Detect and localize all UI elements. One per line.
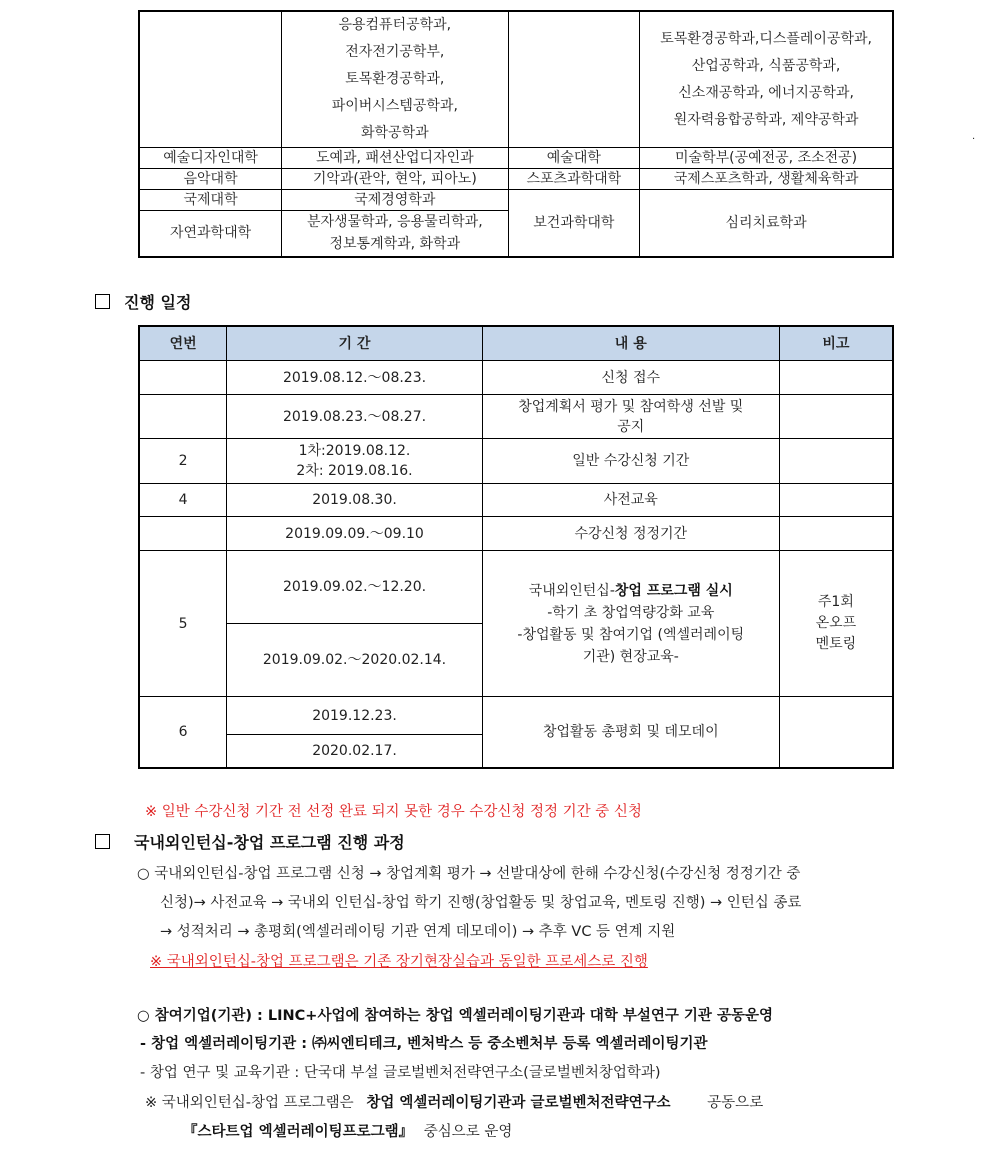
period-cell: 1차:2019.08.12. 2차: 2019.08.16. xyxy=(227,439,482,484)
table-row xyxy=(139,484,893,517)
period-cell: 2019.09.09.～09.10 xyxy=(227,517,482,551)
period-cell: 2020.02.17. xyxy=(227,735,482,768)
period-cell: 2019.09.02.～2020.02.14. xyxy=(227,624,482,697)
header-note: 비고 xyxy=(779,326,893,361)
department-cell: 국제경영학과 xyxy=(282,190,508,211)
checkbox-square-icon xyxy=(95,294,110,309)
note-cell: 주1회 온오프 멘토링 xyxy=(779,551,893,697)
content-cell: 창업계획서 평가 및 참여학생 선발 및 공지 xyxy=(482,395,779,439)
department-cell: 도예과, 패션산업디자인과 xyxy=(282,148,508,169)
department-cell: 응용컴퓨터공학과, 전자전기공학부, 토목환경공학과, 파이버시스템공학과, 화학공학과 xyxy=(282,11,508,148)
no-cell xyxy=(139,517,227,551)
table-row xyxy=(139,11,893,148)
period-cell: 2019.08.30. xyxy=(227,484,482,517)
header-period: 기 간 xyxy=(227,326,482,361)
note-cell xyxy=(779,395,893,439)
table-row xyxy=(139,439,893,484)
table-row xyxy=(139,517,893,551)
header-content: 내 용 xyxy=(482,326,779,361)
table-row xyxy=(139,361,893,395)
header-no: 연번 xyxy=(139,326,227,361)
content-cell: 국내외인턴십-창업 프로그램 실시 -학기 초 창업역량강화 교육 -창업활동 및 참여기업 (엑셀러레이팅 기관) 현장교육- xyxy=(482,551,779,697)
content-cell: 사전교육 xyxy=(482,484,779,517)
checkbox-square-icon xyxy=(95,834,110,849)
college-cell: 국제대학 xyxy=(139,190,282,211)
department-cell: 심리치료학과 xyxy=(640,190,893,257)
margin-mark: . xyxy=(972,131,976,142)
college-cell: 스포츠과학대학 xyxy=(508,169,640,190)
college-department-table xyxy=(138,10,894,258)
no-cell: 6 xyxy=(139,697,227,768)
process-line-1: ○ 국내외인턴십-창업 프로그램 신청 → 창업계획 평가 → 선발대상에 한해 수강신청(수강신청 정정기간 중 xyxy=(137,866,801,882)
table-row xyxy=(139,148,893,169)
process-line-2: 신청)→ 사전교육 → 국내외 인턴십-창업 학기 진행(창업활동 및 창업교육, 멘토링 진행) → 인턴십 종료 xyxy=(160,895,802,911)
content-cell: 수강신청 정정기간 xyxy=(482,517,779,551)
table-row xyxy=(139,190,893,211)
process-heading: 국내외인턴십-창업 프로그램 진행 과정 xyxy=(95,830,405,853)
college-cell: 자연과학대학 xyxy=(139,211,282,257)
department-cell: 기악과(관악, 현악, 피아노) xyxy=(282,169,508,190)
schedule-heading: 진행 일정 xyxy=(95,290,191,313)
college-cell: 예술대학 xyxy=(508,148,640,169)
content-cell: 일반 수강신청 기간 xyxy=(482,439,779,484)
college-cell: 음악대학 xyxy=(139,169,282,190)
table-row xyxy=(139,395,893,439)
partner-line-2: - 창업 엑셀러레이팅기관 : ㈜씨엔티테크, 벤처박스 등 중소벤처부 등록 엑셀러레이팅기관 xyxy=(140,1036,708,1052)
college-cell: 보건과학대학 xyxy=(508,190,640,257)
college-cell xyxy=(508,11,640,148)
partner-line-3: - 창업 연구 및 교육기관 : 단국대 부설 글로벌벤처전략연구소(글로벌벤처창업학과) xyxy=(140,1065,661,1081)
note-cell xyxy=(779,517,893,551)
note-cell xyxy=(779,697,893,768)
table-header-row xyxy=(139,326,893,361)
schedule-note: ※ 일반 수강신청 기간 전 선정 완료 되지 못한 경우 수강신청 정정 기간 중 신청 xyxy=(145,804,642,820)
content-cell: 신청 접수 xyxy=(482,361,779,395)
table-row xyxy=(139,697,893,735)
no-cell xyxy=(139,395,227,439)
process-note: ※ 국내외인턴십-창업 프로그램은 기존 장기현장실습과 동일한 프로세스로 진행 xyxy=(150,954,648,970)
no-cell: 4 xyxy=(139,484,227,517)
no-cell: 2 xyxy=(139,439,227,484)
note-cell xyxy=(779,484,893,517)
process-line-3: → 성적처리 → 총평회(엑셀러레이팅 기관 연계 데모데이) → 추후 VC 등 연계 지원 xyxy=(160,924,676,940)
period-cell: 2019.12.23. xyxy=(227,697,482,735)
content-cell: 창업활동 총평회 및 데모데이 xyxy=(482,697,779,768)
period-cell: 2019.08.12.～08.23. xyxy=(227,361,482,395)
department-cell: 토목환경공학과,디스플레이공학과, 산업공학과, 식품공학과, 신소재공학과, 에너지공학과, 원자력융합공학과, 제약공학과 xyxy=(640,11,893,148)
no-cell: 5 xyxy=(139,551,227,697)
period-cell: 2019.09.02.～12.20. xyxy=(227,551,482,624)
no-cell xyxy=(139,361,227,395)
table-row xyxy=(139,169,893,190)
note-cell xyxy=(779,439,893,484)
schedule-table xyxy=(138,325,894,769)
department-cell: 국제스포츠학과, 생활체육학과 xyxy=(640,169,893,190)
period-cell: 2019.08.23.～08.27. xyxy=(227,395,482,439)
college-cell xyxy=(139,11,282,148)
partner-line-1: ○ 참여기업(기관) : LINC+사업에 참여하는 창업 엑셀러레이팅기관과 대학 부설연구 기관 공동운영 xyxy=(137,1008,773,1024)
department-cell: 미술학부(공예전공, 조소전공) xyxy=(640,148,893,169)
college-cell: 예술디자인대학 xyxy=(139,148,282,169)
partner-note-line-1: ※ 국내외인턴십-창업 프로그램은 창업 엑셀러레이팅기관과 글로벌벤처전략연구소 공동으로 xyxy=(145,1095,764,1111)
partner-note-line-2: 『스타트업 엑셀러레이팅프로그램』 중심으로 운영 xyxy=(183,1124,513,1140)
table-row xyxy=(139,551,893,624)
note-cell xyxy=(779,361,893,395)
department-cell: 분자생물학과, 응용물리학과, 정보통계학과, 화학과 xyxy=(282,211,508,257)
